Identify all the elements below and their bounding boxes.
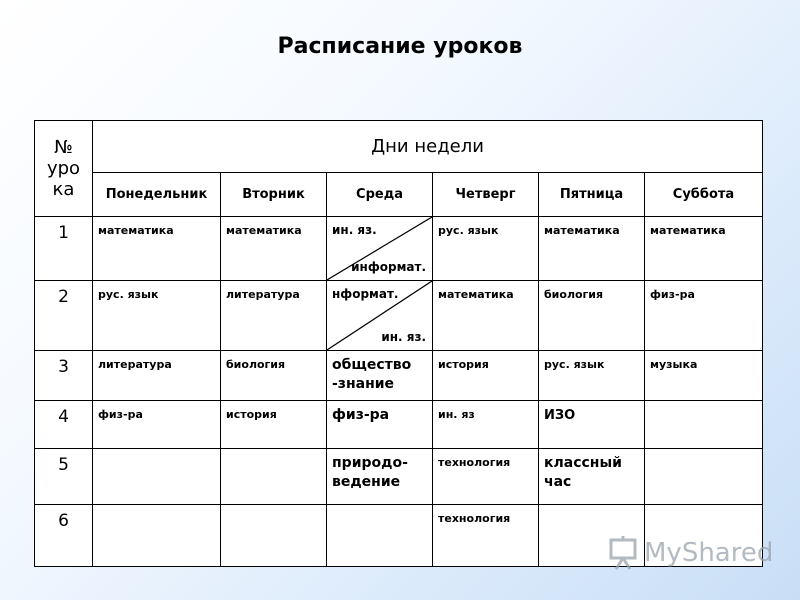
presentation-icon	[608, 536, 638, 570]
week-days-header: Дни недели	[93, 121, 763, 173]
lesson-cell: история	[433, 351, 539, 401]
split-lesson-top: нформат.	[332, 287, 399, 301]
lesson-cell	[645, 449, 763, 505]
table-row	[35, 217, 763, 281]
lesson-cell: литература	[93, 351, 221, 401]
lesson-cell	[221, 449, 327, 505]
day-tuesday: Вторник	[221, 173, 327, 217]
lesson-number: 1	[35, 217, 93, 281]
lesson-number: 6	[35, 505, 93, 567]
lesson-cell: технология	[433, 505, 539, 567]
lesson-cell: физ-ра	[327, 401, 433, 449]
lesson-cell: математика	[645, 217, 763, 281]
split-lesson-cell	[327, 281, 433, 351]
lesson-cell: физ-ра	[93, 401, 221, 449]
lesson-cell	[221, 505, 327, 567]
lesson-cell: природо-ведение	[327, 449, 433, 505]
header-row-1	[35, 121, 763, 173]
lesson-cell: общество -знание	[327, 351, 433, 401]
lesson-cell: история	[221, 401, 327, 449]
lesson-cell: математика	[221, 217, 327, 281]
day-wednesday: Среда	[327, 173, 433, 217]
lesson-cell: рус. язык	[539, 351, 645, 401]
table-row	[35, 401, 763, 449]
page-title: Расписание уроков	[277, 34, 523, 59]
lesson-cell: биология	[221, 351, 327, 401]
lesson-cell: математика	[539, 217, 645, 281]
lesson-cell: биология	[539, 281, 645, 351]
lesson-number: 3	[35, 351, 93, 401]
split-lesson-bottom: информат.	[351, 260, 426, 274]
schedule-table	[34, 120, 763, 567]
lesson-cell: литература	[221, 281, 327, 351]
table-row	[35, 449, 763, 505]
lesson-cell: математика	[93, 217, 221, 281]
lesson-cell	[327, 505, 433, 567]
header-row-days	[35, 173, 763, 217]
lesson-cell: музыка	[645, 351, 763, 401]
lesson-number-header: № уро ка	[35, 121, 93, 217]
watermark-logo	[608, 534, 774, 574]
lesson-cell: технология	[433, 449, 539, 505]
table-row	[35, 281, 763, 351]
day-monday: Понедельник	[93, 173, 221, 217]
lesson-cell: классный час	[539, 449, 645, 505]
lesson-cell	[645, 401, 763, 449]
lesson-cell: математика	[433, 281, 539, 351]
day-saturday: Суббота	[645, 173, 763, 217]
lesson-cell: рус. язык	[93, 281, 221, 351]
lesson-number: 2	[35, 281, 93, 351]
lesson-cell	[93, 505, 221, 567]
lesson-cell: ИЗО	[539, 401, 645, 449]
lesson-number: 4	[35, 401, 93, 449]
lesson-cell: ин. яз	[433, 401, 539, 449]
lesson-cell: физ-ра	[645, 281, 763, 351]
split-lesson-bottom: ин. яз.	[381, 330, 426, 344]
lesson-cell	[93, 449, 221, 505]
split-lesson-cell	[327, 217, 433, 281]
lesson-number: 5	[35, 449, 93, 505]
split-lesson-top: ин. яз.	[332, 223, 377, 237]
table-row	[35, 351, 763, 401]
watermark-text: MyShared	[644, 538, 774, 568]
day-friday: Пятница	[539, 173, 645, 217]
lesson-cell: рус. язык	[433, 217, 539, 281]
day-thursday: Четверг	[433, 173, 539, 217]
